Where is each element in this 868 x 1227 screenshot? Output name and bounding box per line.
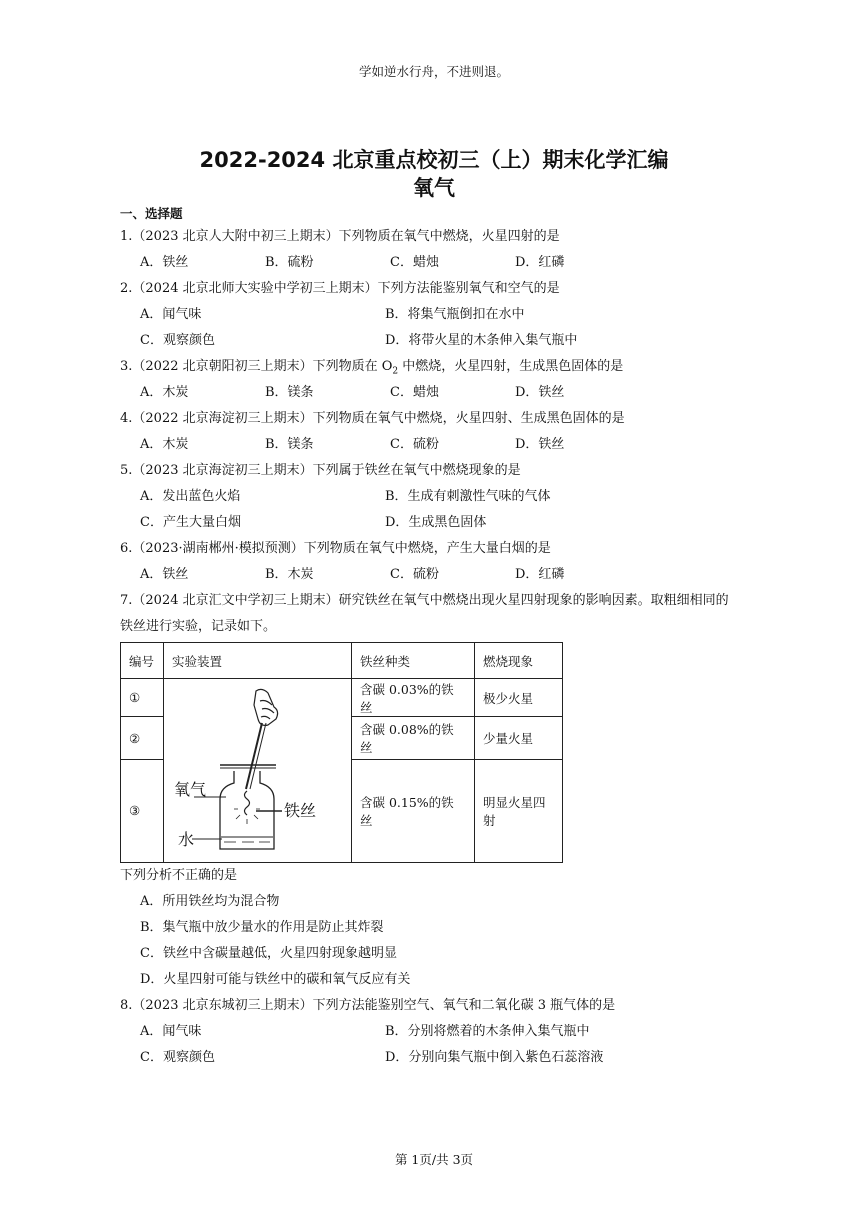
- header-phenomenon: 燃烧现象: [475, 643, 563, 679]
- label-iron: 铁丝: [284, 801, 317, 820]
- option-c: C．硫粉: [390, 567, 439, 582]
- question-7-stem-line1: 7.（2024 北京汇文中学初三上期末）研究铁丝在氧气中燃烧出现火星四射现象的影响因素。取粗细相同的: [120, 593, 729, 608]
- subscript: 2: [392, 366, 399, 377]
- question-6-options: [120, 562, 760, 588]
- question-2-options-row1: [120, 302, 760, 328]
- option-d: D．生成黑色固体: [385, 515, 487, 530]
- row-wire-type: 含碳 0.15%的铁丝: [352, 759, 475, 862]
- option-b: B．镁条: [265, 385, 314, 400]
- page-footer: 第 1页/共 3页: [394, 1152, 474, 1167]
- label-water: 水: [178, 830, 195, 849]
- option-a: A．木炭: [140, 437, 189, 452]
- section-heading: 一、选择题: [120, 206, 183, 221]
- hand-icon: [254, 689, 278, 725]
- question-8-options-row2: [120, 1045, 760, 1071]
- option-d: D．火星四射可能与铁丝中的碳和氧气反应有关: [140, 972, 411, 987]
- option-a: A．闻气味: [140, 1024, 202, 1039]
- option-c: C．蜡烛: [390, 385, 439, 400]
- row-phenomenon: 明显火星四射: [475, 759, 563, 862]
- question-5-options-row1: [120, 484, 760, 510]
- option-a: A．所用铁丝均为混合物: [140, 894, 280, 909]
- option-b: B．集气瓶中放少量水的作用是防止其炸裂: [140, 920, 384, 935]
- question-3-options: [120, 380, 760, 406]
- option-b: B．将集气瓶倒扣在水中: [385, 307, 525, 322]
- row-wire-type: 含碳 0.08%的铁丝: [352, 717, 475, 759]
- document-title: [0, 146, 868, 202]
- option-c: C．观察颜色: [140, 1050, 215, 1065]
- option-a: A．闻气味: [140, 307, 202, 322]
- question-2-stem: 2.（2024 北京北师大实验中学初三上期末）下列方法能鉴别氧气和空气的是: [120, 281, 560, 296]
- option-a: A．发出蓝色火焰: [140, 489, 241, 504]
- page-header: 学如逆水行舟，不进则退。: [358, 64, 509, 79]
- option-b: B．镁条: [265, 437, 314, 452]
- table-header-row: [121, 643, 563, 679]
- table-row: [121, 679, 563, 717]
- question-8-stem: 8.（2023 北京东城初三上期末）下列方法能鉴别空气、氧气和二氧化碳 3 瓶气体的是: [120, 998, 616, 1013]
- apparatus-diagram: [164, 679, 351, 859]
- question-1-options: [120, 250, 760, 276]
- question-7-prompt: 下列分析不正确的是: [120, 868, 238, 883]
- label-oxygen: 氧气: [174, 780, 207, 799]
- option-d: D．红磷: [515, 255, 565, 270]
- option-b: B．木炭: [265, 567, 314, 582]
- header-wire-type: 铁丝种类: [352, 643, 475, 679]
- option-d: D．铁丝: [515, 385, 565, 400]
- question-list: [120, 204, 760, 1071]
- option-a: A．木炭: [140, 385, 189, 400]
- question-1-stem: 1.（2023 北京人大附中初三上期末）下列物质在氧气中燃烧，火星四射的是: [120, 229, 560, 244]
- title-line-2: 氧气: [413, 176, 455, 200]
- option-c: C．产生大量白烟: [140, 515, 241, 530]
- row-id: ③: [121, 759, 164, 862]
- header-id: 编号: [121, 643, 164, 679]
- question-7-stem-line2: 铁丝进行实验，记录如下。: [120, 619, 277, 634]
- option-d: D．将带火星的木条伸入集气瓶中: [385, 333, 578, 348]
- experiment-table: [120, 642, 563, 863]
- question-4-options: [120, 432, 760, 458]
- row-phenomenon: 极少火星: [475, 679, 563, 717]
- row-id: ②: [121, 717, 164, 759]
- option-b: B．生成有刺激性气味的气体: [385, 489, 551, 504]
- option-d: D．铁丝: [515, 437, 565, 452]
- title-line-1: 2022-2024 北京重点校初三（上）期末化学汇编: [199, 148, 669, 172]
- question-5-options-row2: [120, 510, 760, 536]
- row-phenomenon: 少量火星: [475, 717, 563, 759]
- question-3-stem-b: 中燃烧，火星四射，生成黑色固体的是: [398, 359, 624, 374]
- question-3-stem: [120, 354, 760, 380]
- option-a: A．铁丝: [140, 567, 189, 582]
- option-a: A．铁丝: [140, 255, 189, 270]
- option-c: C．硫粉: [390, 437, 439, 452]
- option-c: C．铁丝中含碳量越低，火星四射现象越明显: [140, 946, 397, 961]
- option-c: C．蜡烛: [390, 255, 439, 270]
- option-d: D．分别向集气瓶中倒入紫色石蕊溶液: [385, 1050, 604, 1065]
- question-5-stem: 5.（2023 北京海淀初三上期末）下列属于铁丝在氧气中燃烧现象的是: [120, 463, 521, 478]
- question-2-options-row2: [120, 328, 760, 354]
- question-8-options-row1: [120, 1019, 760, 1045]
- question-4-stem: 4.（2022 北京海淀初三上期末）下列物质在氧气中燃烧，火星四射、生成黑色固体的是: [120, 411, 625, 426]
- option-b: B．分别将燃着的木条伸入集气瓶中: [385, 1024, 590, 1039]
- option-b: B．硫粉: [265, 255, 314, 270]
- iron-wire-spiral: [245, 791, 250, 815]
- option-d: D．红磷: [515, 567, 565, 582]
- header-apparatus: 实验装置: [164, 643, 352, 679]
- row-id: ①: [121, 679, 164, 717]
- question-3-stem-a: 3.（2022 北京朝阳初三上期末）下列物质在 O: [120, 359, 393, 374]
- row-wire-type: 含碳 0.03%的铁丝: [352, 679, 475, 717]
- question-6-stem: 6.（2023·湖南郴州·模拟预测）下列物质在氧气中燃烧，产生大量白烟的是: [120, 541, 551, 556]
- apparatus-cell: [164, 679, 352, 863]
- option-c: C．观察颜色: [140, 333, 215, 348]
